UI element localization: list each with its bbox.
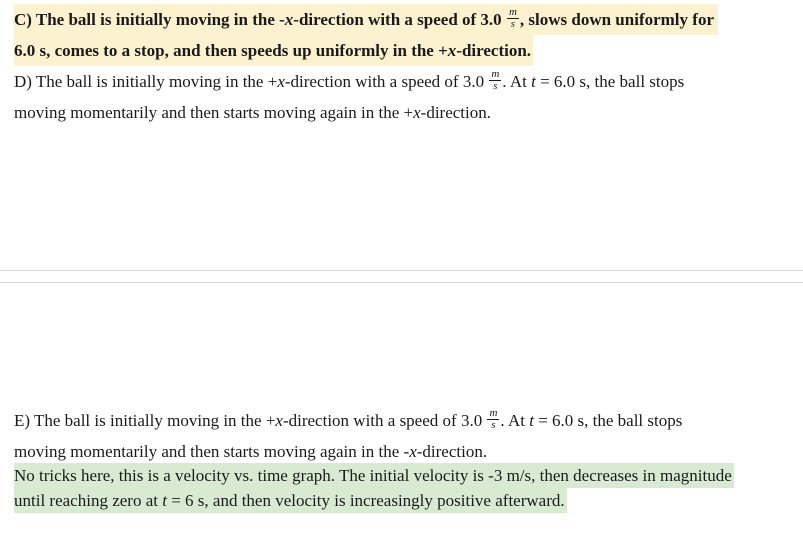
option-c-text-2b: -direction. bbox=[456, 41, 532, 60]
option-e-var-x-2: x bbox=[409, 442, 417, 461]
option-c-text-1c: , slows down uniformly for bbox=[519, 10, 714, 29]
explanation-text-2a: until reaching zero at bbox=[14, 491, 163, 510]
option-d-text-1c: . At bbox=[502, 72, 532, 91]
option-c-text-2 bbox=[14, 35, 533, 66]
option-e-text-1c: . At bbox=[500, 411, 530, 430]
option-e-var-x: x bbox=[275, 411, 283, 430]
option-d-unit-fraction bbox=[489, 69, 501, 92]
option-d-text-2b: -direction. bbox=[420, 103, 491, 122]
unit-denominator: s bbox=[491, 418, 496, 431]
option-e-text-1d: = 6.0 s, the ball stops bbox=[533, 411, 683, 430]
option-e bbox=[14, 405, 789, 467]
option-c-var-x: x bbox=[284, 10, 294, 29]
option-c-text-1a: C) The ball is initially moving in the - bbox=[14, 10, 285, 29]
unit-denominator: s bbox=[510, 17, 516, 30]
option-e-text-2b: -direction. bbox=[416, 442, 488, 461]
explanation-line-1 bbox=[14, 463, 789, 488]
option-e-unit-fraction bbox=[487, 408, 499, 431]
unit-denominator: s bbox=[493, 79, 498, 92]
unit-numerator: m bbox=[508, 5, 517, 18]
option-d-var-x-2: x bbox=[413, 103, 421, 122]
option-e-text-2a: moving momentarily and then starts moving again in the - bbox=[14, 442, 410, 461]
page-divider-bottom bbox=[0, 282, 803, 283]
explanation bbox=[14, 463, 789, 513]
explanation-text-2 bbox=[14, 488, 567, 513]
explanation-text-1: No tricks here, this is a velocity vs. time graph. The initial velocity is -3 m/s, then decreases in magnitude bbox=[14, 463, 734, 488]
option-d-var-t: t bbox=[531, 72, 536, 91]
option-d-line-2 bbox=[14, 97, 789, 128]
explanation-var-t: t bbox=[162, 491, 167, 510]
option-c-line-2 bbox=[14, 35, 789, 66]
option-c bbox=[14, 4, 789, 66]
option-e-line-1 bbox=[14, 405, 789, 436]
option-d-text-1b: -direction with a speed of 3.0 bbox=[284, 72, 489, 91]
option-c-var-x-2: x bbox=[447, 41, 457, 60]
option-e-text-1b: -direction with a speed of 3.0 bbox=[282, 411, 487, 430]
option-e-text-1a: E) The ball is initially moving in the + bbox=[14, 411, 276, 430]
explanation-line-2 bbox=[14, 488, 789, 513]
option-d-text-2a: moving momentarily and then starts moving again in the + bbox=[14, 103, 414, 122]
explanation-text-2b: = 6 s, and then velocity is increasingly positive afterward. bbox=[166, 491, 565, 510]
option-c-unit-fraction bbox=[507, 7, 519, 30]
page-divider-top bbox=[0, 270, 803, 271]
unit-numerator: m bbox=[489, 406, 498, 419]
option-d bbox=[14, 66, 789, 128]
option-c-text-1 bbox=[14, 4, 718, 35]
option-c-text-2a: 6.0 s, comes to a stop, and then speeds up uniformly in the + bbox=[14, 41, 448, 60]
unit-numerator: m bbox=[491, 67, 500, 80]
option-e-var-t: t bbox=[529, 411, 534, 430]
option-c-text-1b: -direction with a speed of 3.0 bbox=[293, 10, 506, 29]
option-c-line-1 bbox=[14, 4, 789, 35]
option-d-text-1d: = 6.0 s, the ball stops bbox=[535, 72, 685, 91]
option-d-text-1a: D) The ball is initially moving in the + bbox=[14, 72, 278, 91]
option-d-var-x: x bbox=[277, 72, 285, 91]
option-d-line-1 bbox=[14, 66, 789, 97]
